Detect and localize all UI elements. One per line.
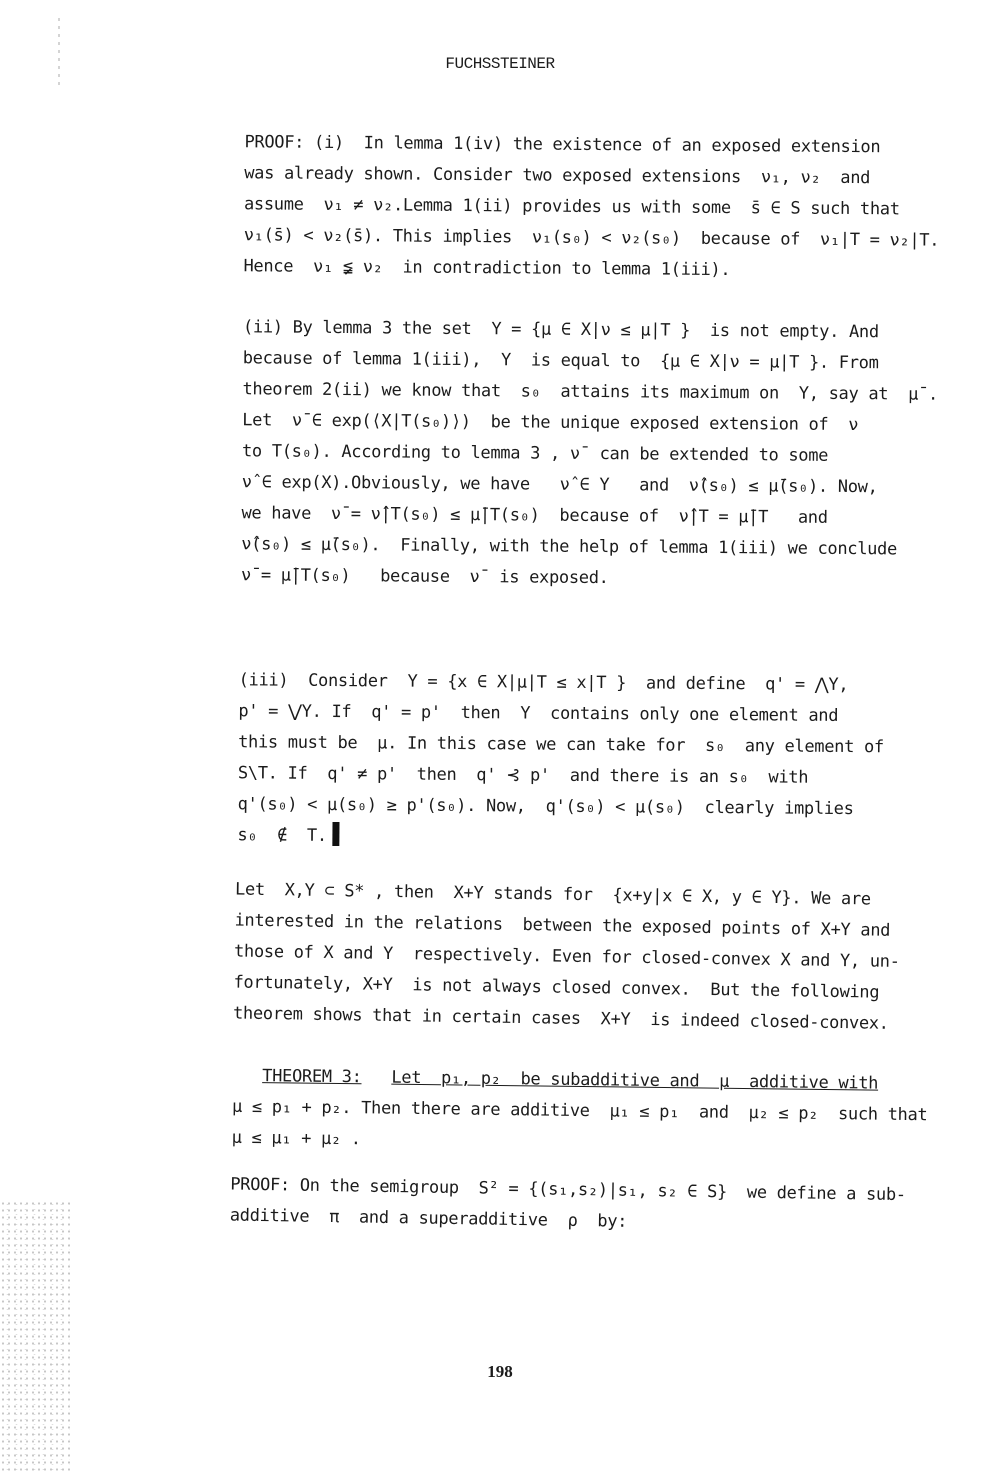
text-line: S\T. If q' ≠ p' then q' ⊰ p' and there is an s₀ with — [237, 763, 809, 788]
text-line: additive π and a superadditive ρ by: — [229, 1205, 628, 1232]
text-line: (iii) Consider Y = {x ∈ X|μ|T ≤ x|T } and define q' = ⋀Y, — [238, 670, 849, 696]
text-line: ν̂ ∈ exp(X).Obviously, we have ν̂ ∈ Y and ν̂(s₀) ≤ μ̄(s₀). Now, — [241, 472, 878, 498]
text-line: Let ν̄ ∈ exp(⟨X|T(s₀)⟩) be the unique exposed extension of ν — [242, 410, 859, 436]
text-line — [237, 820, 937, 856]
proof-part-iii — [237, 665, 938, 856]
text-line: because of lemma 1(iii), Y is equal to {μ ∈ X|ν = μ|T }. From — [242, 348, 879, 374]
text-line: μ ≤ μ₁ + μ₂ . — [231, 1127, 361, 1150]
text-line: PROOF: (i) In lemma 1(iv) the existence of an exposed extension — [244, 132, 881, 158]
text-line: ν̄ = μ̄|T(s₀) because ν̄ is exposed. — [240, 565, 609, 589]
text-line: (ii) By lemma 3 the set Y = {μ ∈ X|ν ≤ μ|T } is not empty. And — [242, 317, 879, 343]
scan-edge-marks — [58, 18, 60, 88]
running-header: FUCHSSTEINER — [445, 55, 555, 73]
text-line: assume ν₁ ≠ ν₂.Lemma 1(ii) provides us with some s̄ ∈ S such that — [243, 194, 900, 220]
theorem-statement: Let p₁, p₂ be subadditive and μ additive with — [391, 1067, 879, 1094]
intro-paragraph — [233, 875, 935, 1041]
text-line: p' = ⋁Y. If q' = p' then Y contains only one element and — [238, 701, 839, 726]
theorem-3 — [231, 1061, 932, 1163]
text-line: those of X and Y respectively. Even for closed-convex X and Y, un- — [233, 941, 900, 972]
page-number: 198 — [487, 1362, 513, 1381]
text-line: ν₁(s̄) < ν₂(s̄). This implies ν₁(s₀) < ν₂(s₀) because of ν₁|T = ν₂|T. — [243, 225, 940, 251]
proof-part-ii — [241, 312, 943, 596]
text-line: μ ≤ p₁ + p₂. Then there are additive μ₁ ≤ p₁ and μ₂ ≤ p₂ such that — [231, 1096, 928, 1126]
text-line: PROOF: On the semigroup S² = {(s₁,s₂)|s₁, s₂ ∈ S} we define a sub- — [230, 1174, 906, 1206]
text-line: we have ν̄ = ν̂|T(s₀) ≤ μ̄|T(s₀) because of ν̂|T = μ̄|T and — [241, 503, 828, 528]
text-line: q'(s₀) < μ(s₀) ≥ p'(s₀). Now, q'(s₀) < μ(s₀) clearly implies — [237, 794, 854, 820]
text-line: theorem 2(ii) we know that s₀ attains its maximum on Y, say at μ̄ . — [242, 379, 939, 405]
scan-speckle — [0, 1200, 70, 1473]
text-line: this must be μ. In this case we can take for s₀ any element of — [238, 732, 884, 758]
theorem-label: THEOREM 3: — [262, 1066, 362, 1088]
text-line: to T(s₀). According to lemma 3 , ν̄ can be extended to some — [241, 441, 829, 466]
conclusion-text: s₀ ∉ T. — [237, 825, 327, 846]
qed-symbol — [333, 822, 340, 846]
text-line: ν̂(s₀) ≤ μ̄(s₀). Finally, with the help of lemma 1(iii) we conclude — [241, 534, 898, 560]
text-line: Let X,Y ⊂ S* , then X+Y stands for {x+y|x ∈ X, y ∈ Y}. We are — [234, 879, 871, 910]
proof-theorem-3 — [230, 1170, 931, 1243]
text-line: Hence ν₁ ≨ ν₂ in contradiction to lemma 1(iii). — [243, 256, 731, 281]
text-line: interested in the relations between the exposed points of X+Y and — [234, 910, 891, 941]
text-line: fortunately, X+Y is not always closed convex. But the following — [233, 972, 880, 1003]
proof-part-i — [243, 127, 944, 287]
text-line: theorem shows that in certain cases X+Y is indeed closed-convex. — [232, 1003, 889, 1034]
text-line: was already shown. Consider two exposed extensions ν₁, ν₂ and — [244, 163, 871, 189]
